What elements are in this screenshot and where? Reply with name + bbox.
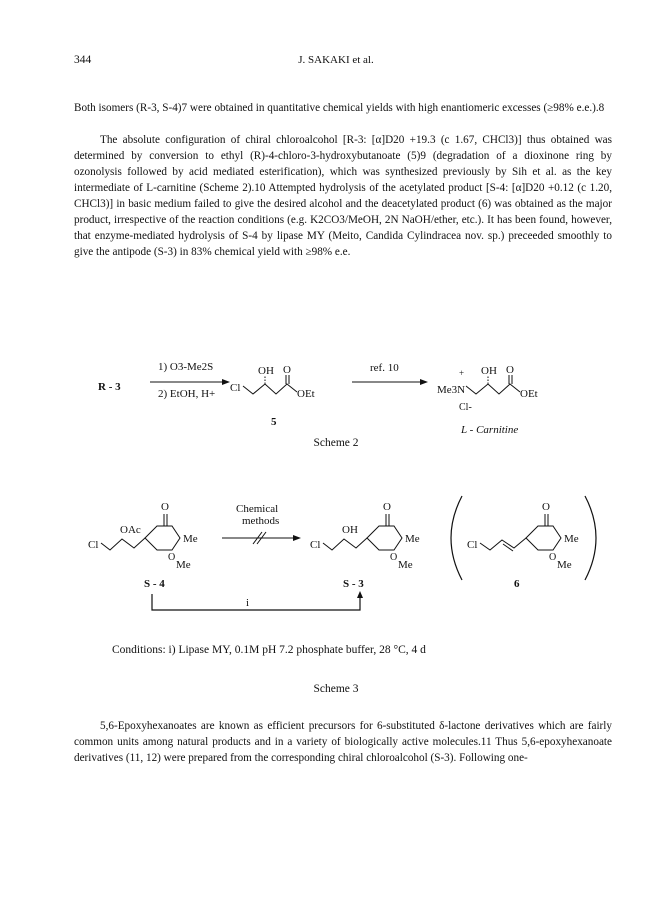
s4-ring-o: O <box>168 552 176 563</box>
scheme2-carnitine-oh: OH <box>481 365 497 377</box>
paragraph-2: The absolute configuration of chiral chloroalcohol [R-3: [α]D20 +19.3 (c 1.67, CHCl3)] thus obtained was determined by conversion to ethyl (R)-4-chloro-3-hydroxybutanoate (5)9 (degradation of a dioxinone ring by ozonolysis followed by acid mediated esterification), which was synthesized previously by Sih et al. as the key intermediate of L-carnitine (Scheme 2).10 Attempted hydrolysis of the acetylated product [S-4: [α]D20 +0.12 (c 1.20, CHCl3)] in basic medium failed to give the desired alcohol and the deacetylated product (6) was obtained as the major product, irrespective of the reaction conditions (e.g. K2CO3/MeOH, 2N NaOH/ether, etc.). It has been found, however, that enzyme-mediated hydrolysis of S-4 by lipase MY (Meito, Candida Cylindracea nov. sp.) preceeded smoothly to give the antipode (S-3) in 83% chemical yield with ≥98% e.e. <box>74 134 612 258</box>
arrow-label-methods: methods <box>242 515 280 527</box>
s4-ring <box>145 526 180 550</box>
c6-cl: Cl <box>467 539 478 551</box>
s4-oac: OAc <box>120 524 141 536</box>
enzymatic-path-arrowhead <box>357 591 363 598</box>
scheme2-carnitine-o: O <box>506 364 514 376</box>
scheme-2-caption: Scheme 2 <box>313 437 359 449</box>
compound-5-label: 5 <box>271 416 277 428</box>
label-s3: S - 3 <box>343 578 364 590</box>
s4-me-2: Me <box>176 559 191 571</box>
scheme-3-conditions: Conditions: i) Lipase MY, 0.1M pH 7.2 phosphate buffer, 28 °C, 4 d <box>112 644 426 656</box>
scheme2-arrowhead-1 <box>222 379 230 385</box>
scheme-2-diagram <box>0 330 672 450</box>
paragraph-3: 5,6-Epoxyhexanoates are known as efficient precursors for 6-substituted δ-lactone derivatives which are fairly common units among natural products and in a variety of biologically active molecules.11 Thus 5,6-epoxyhexanoate derivatives (11, 12) were prepared from the corresponding chiral chloroalcohol (S-3). Following one- <box>74 720 612 764</box>
label-i: i <box>246 597 250 609</box>
page-number: 344 <box>74 54 92 66</box>
scheme-3-caption: Scheme 3 <box>313 683 359 695</box>
scheme2-start-label: R - 3 <box>98 381 121 393</box>
scheme2-arrowhead-2 <box>420 379 428 385</box>
s3-ring-o: O <box>390 552 398 563</box>
s3-oh: OH <box>342 524 358 536</box>
s3-chain <box>323 538 367 550</box>
c6-ring-o: O <box>549 552 557 563</box>
s3-me-2: Me <box>398 559 413 571</box>
scheme2-step2: 2) EtOH, H+ <box>158 388 216 400</box>
s3-ring <box>367 526 402 550</box>
scheme2-oet: OEt <box>297 388 315 400</box>
scheme2-cl-minus: Cl- <box>459 402 472 413</box>
compound-6-left-paren <box>451 496 462 580</box>
c6-carbonyl-o: O <box>542 501 550 513</box>
scheme2-step1: 1) O3-Me2S <box>158 361 214 373</box>
scheme2-oh: OH <box>258 365 274 377</box>
paragraph-1: Both isomers (R-3, S-4)7 were obtained in quantitative chemical yields with high enantiomeric excesses (≥98% e.e.).8 <box>74 102 605 114</box>
arrow-label-chemical: Chemical <box>236 503 279 515</box>
scheme-3-diagram <box>0 488 672 638</box>
s3-carbonyl-o: O <box>383 501 391 513</box>
s4-cl: Cl <box>88 539 99 551</box>
running-head: J. SAKAKI et al. <box>298 54 374 66</box>
s4-chain <box>101 538 145 550</box>
c6-me-2: Me <box>557 559 572 571</box>
enzymatic-path-bracket <box>152 594 360 610</box>
l-carnitine-label: L - Carnitine <box>461 424 519 436</box>
scheme2-cl: Cl <box>230 382 241 394</box>
c6-me: Me <box>564 533 579 545</box>
s3-me: Me <box>405 533 420 545</box>
scheme2-plus: + <box>459 368 465 378</box>
label-s4: S - 4 <box>144 578 165 590</box>
c6-ring <box>526 526 561 550</box>
scheme2-o: O <box>283 364 291 376</box>
scheme2-chain-5 <box>243 384 297 394</box>
compound-6-right-paren <box>585 496 596 580</box>
scheme2-me3n: Me3N <box>437 384 466 396</box>
s4-carbonyl-o: O <box>161 501 169 513</box>
scheme2-chain-carnitine <box>466 384 520 394</box>
s3-cl: Cl <box>310 539 321 551</box>
scheme2-ref: ref. 10 <box>370 362 399 374</box>
scheme2-carnitine-oet: OEt <box>520 388 538 400</box>
label-6: 6 <box>514 578 520 590</box>
s4-me: Me <box>183 533 198 545</box>
